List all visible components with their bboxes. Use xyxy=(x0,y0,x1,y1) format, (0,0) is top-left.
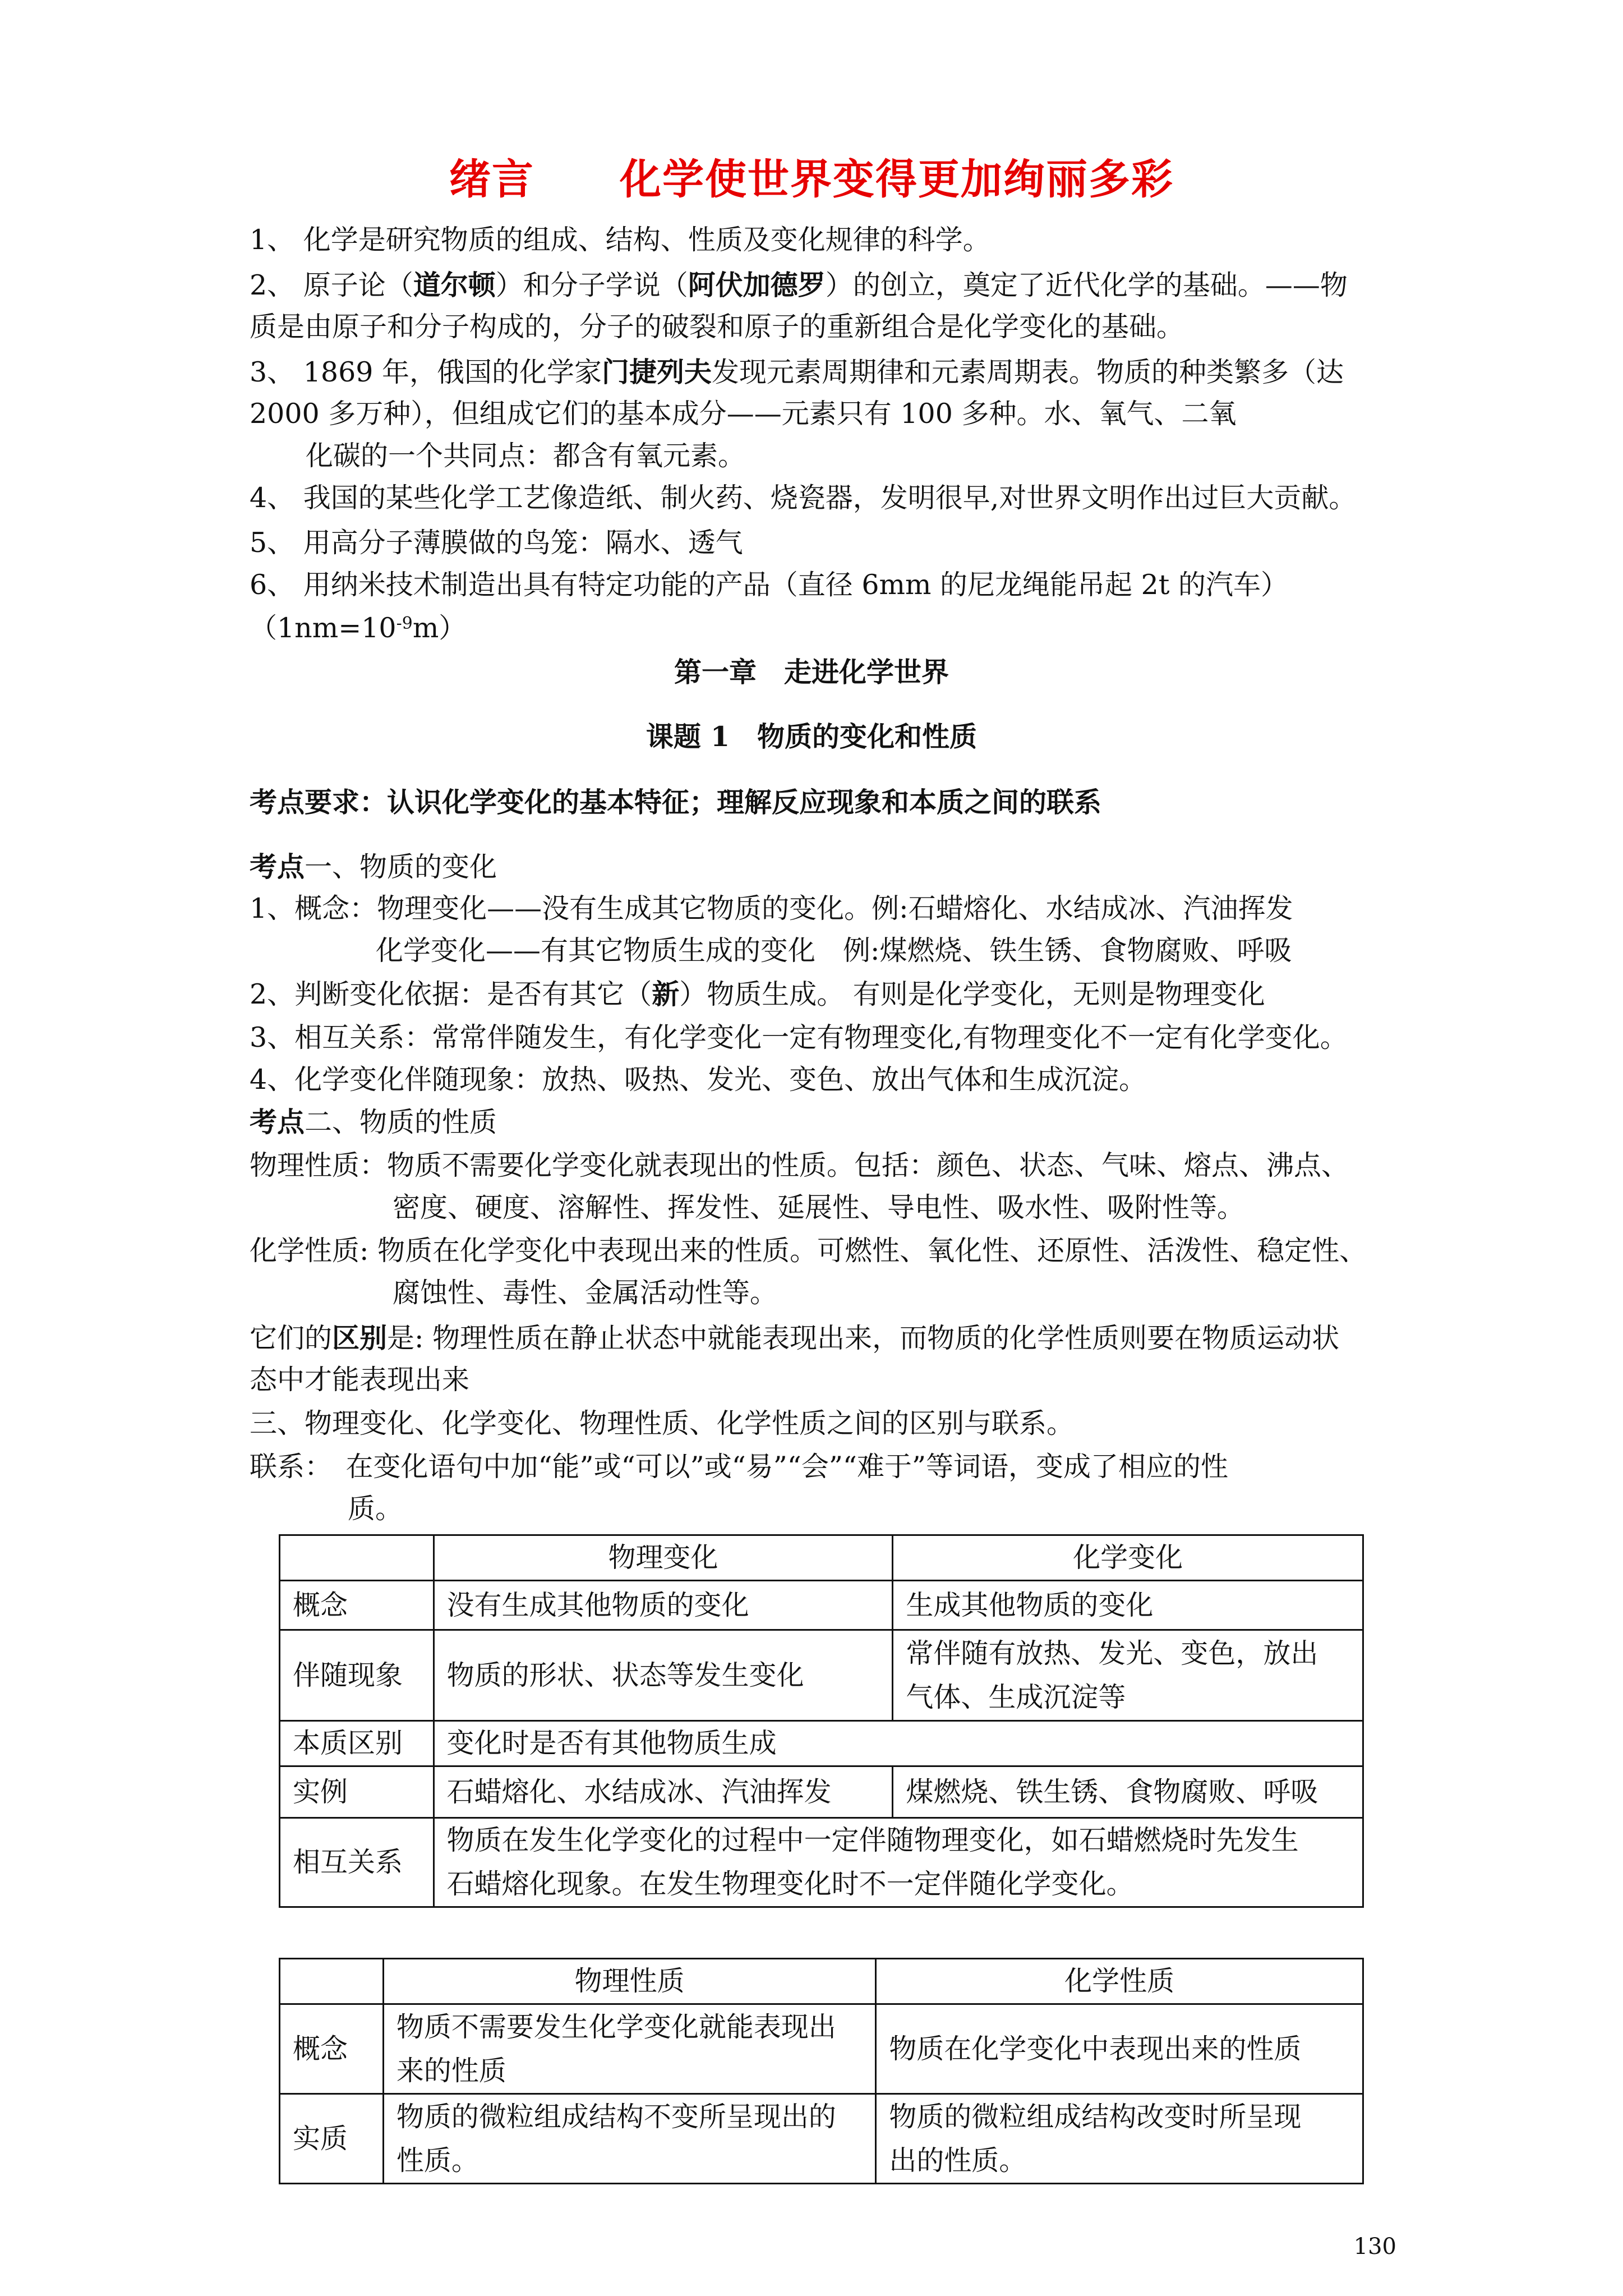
intro-line-2: 2、 原子论（道尔顿）和分子学说（阿伏加德罗）的创立，奠定了近代化学的基础。——物 xyxy=(250,269,1348,301)
table-row xyxy=(280,1766,1363,1818)
table-cell: 物质的微粒组成结构不变所呈现出的 性质。 xyxy=(383,2094,876,2184)
changes-comparison-table xyxy=(279,1534,1364,1908)
k2-line-2: 密度、硬度、溶解性、挥发性、延展性、导电性、吸水性、吸附性等。 xyxy=(393,1191,1245,1223)
k1-line-3: 2、判断变化依据：是否有其它（新）物质生成。 有则是化学变化，无则是物理变化 xyxy=(250,978,1265,1010)
intro-line-8: 5、 用高分子薄膜做的鸟笼：隔水、透气 xyxy=(250,527,743,559)
intro-line-5: 2000 多万种），但组成它们的基本成分——元素只有 100 多种。水、氧气、二氧 xyxy=(250,398,1237,430)
table-cell: 概念 xyxy=(280,2004,384,2094)
table-header: 物理性质 xyxy=(383,1959,876,2004)
k2-line-5: 它们的区别是: 物理性质在静止状态中就能表现出来，而物质的化学性质则要在物质运动状 xyxy=(250,1322,1340,1354)
lesson-heading: 课题 1 物质的变化和性质 xyxy=(645,720,978,753)
table-cell xyxy=(280,1535,434,1581)
intro-line-6: 化碳的一个共同点：都含有氧元素。 xyxy=(306,440,746,472)
intro-line-7: 4、 我国的某些化学工艺像造纸、制火药、烧瓷器，发明很早,对世界文明作出过巨大贡献。 xyxy=(250,482,1357,514)
table-row xyxy=(280,2004,1363,2094)
k1-line-1: 1、概念：物理变化——没有生成其它物质的变化。例:石蜡熔化、水结成冰、汽油挥发 xyxy=(250,892,1293,924)
table-row xyxy=(280,1581,1363,1630)
k1-heading: 考点一、物质的变化 xyxy=(250,850,497,883)
table-cell: 物质的形状、状态等发生变化 xyxy=(434,1630,893,1721)
k2-line-4: 腐蚀性、毒性、金属活动性等。 xyxy=(393,1277,778,1309)
table-row xyxy=(280,1630,1363,1721)
chapter-heading: 第一章 走进化学世界 xyxy=(674,656,949,688)
table-cell: 物质不需要发生化学变化就能表现出 来的性质 xyxy=(383,2004,876,2094)
table-cell: 伴随现象 xyxy=(280,1630,434,1721)
intro-line-10: $(1nm=10^{-9}m)$ xyxy=(250,612,467,644)
table-row xyxy=(280,2094,1363,2184)
table-cell: 没有生成其他物质的变化 xyxy=(434,1581,893,1630)
table-cell: 物质在发生化学变化的过程中一定伴随物理变化，如石蜡燃烧时先发生 石蜡熔化现象。在发生物理变化时不一定伴随化学变化。 xyxy=(434,1818,1363,1907)
table-cell: 概念 xyxy=(280,1581,434,1630)
table-row xyxy=(280,1818,1363,1907)
page-number: 130 xyxy=(1353,2234,1396,2260)
properties-comparison-table xyxy=(279,1958,1364,2184)
intro-line-3: 质是由原子和分子构成的，分子的破裂和原子的重新组合是化学变化的基础。 xyxy=(250,311,1184,343)
intro-line-4: 3、 1869 年，俄国的化学家门捷列夫发现元素周期律和元素周期表。物质的种类繁多（达 xyxy=(250,356,1344,388)
table-cell: 实质 xyxy=(280,2094,384,2184)
table-cell: 物质在化学变化中表现出来的性质 xyxy=(876,2004,1363,2094)
intro-line-1: 1、 化学是研究物质的组成、结构、性质及变化规律的科学。 xyxy=(250,224,990,256)
table-cell: 生成其他物质的变化 xyxy=(893,1581,1363,1630)
table-header: 物理变化 xyxy=(434,1535,893,1581)
table-cell: 石蜡熔化、水结成冰、汽油挥发 xyxy=(434,1766,893,1818)
table-cell xyxy=(280,1959,384,2004)
table-cell: 变化时是否有其他物质生成 xyxy=(434,1721,1363,1766)
table-row xyxy=(280,1535,1363,1581)
requirement-line: 考点要求：认识化学变化的基本特征；理解反应现象和本质之间的联系 xyxy=(250,786,1102,818)
table-cell: 常伴随有放热、发光、变色，放出 气体、生成沉淀等 xyxy=(893,1630,1363,1721)
k2-line-9: 质。 xyxy=(348,1493,403,1525)
k2-line-3: 化学性质: 物质在化学变化中表现出来的性质。可燃性、氧化性、还原性、活泼性、稳定性、 xyxy=(250,1235,1367,1267)
table-cell: 实例 xyxy=(280,1766,434,1818)
table-row xyxy=(280,1721,1363,1766)
k2-line-6: 态中才能表现出来 xyxy=(250,1364,470,1396)
k1-line-2: 化学变化——有其它物质生成的变化 例:煤燃烧、铁生锈、食物腐败、呼吸 xyxy=(376,935,1292,967)
table-header: 化学性质 xyxy=(876,1959,1363,2004)
k2-line-8: 联系： 在变化语句中加“能”或“可以”或“易”“会”“难于”等词语，变成了相应的性 xyxy=(250,1451,1229,1483)
k1-line-5: 4、化学变化伴随现象：放热、吸热、发光、变色、放出气体和生成沉淀。 xyxy=(250,1064,1147,1096)
k1-line-4: 3、相互关系：常常伴随发生，有化学变化一定有物理变化,有物理变化不一定有化学变化。 xyxy=(250,1022,1348,1053)
table-cell: 相互关系 xyxy=(280,1818,434,1907)
table-cell: 本质区别 xyxy=(280,1721,434,1766)
k2-line-7: 三、物理变化、化学变化、物理性质、化学性质之间的区别与联系。 xyxy=(250,1407,1075,1439)
k2-line-1: 物理性质：物质不需要化学变化就表现出的性质。包括：颜色、状态、气味、熔点、沸点、 xyxy=(250,1149,1349,1181)
table-cell: 物质的微粒组成结构改变时所呈现 出的性质。 xyxy=(876,2094,1363,2184)
table-header: 化学变化 xyxy=(893,1535,1363,1581)
table-cell: 煤燃烧、铁生锈、食物腐败、呼吸 xyxy=(893,1766,1363,1818)
table-row xyxy=(280,1959,1363,2004)
intro-line-9: 6、 用纳米技术制造出具有特定功能的产品（直径 6mm 的尼龙绳能吊起 2t 的汽车） xyxy=(250,569,1289,601)
k2-heading: 考点二、物质的性质 xyxy=(250,1106,497,1138)
page-title: 绪言 化学使世界变得更加绚丽多彩 xyxy=(449,155,1174,204)
